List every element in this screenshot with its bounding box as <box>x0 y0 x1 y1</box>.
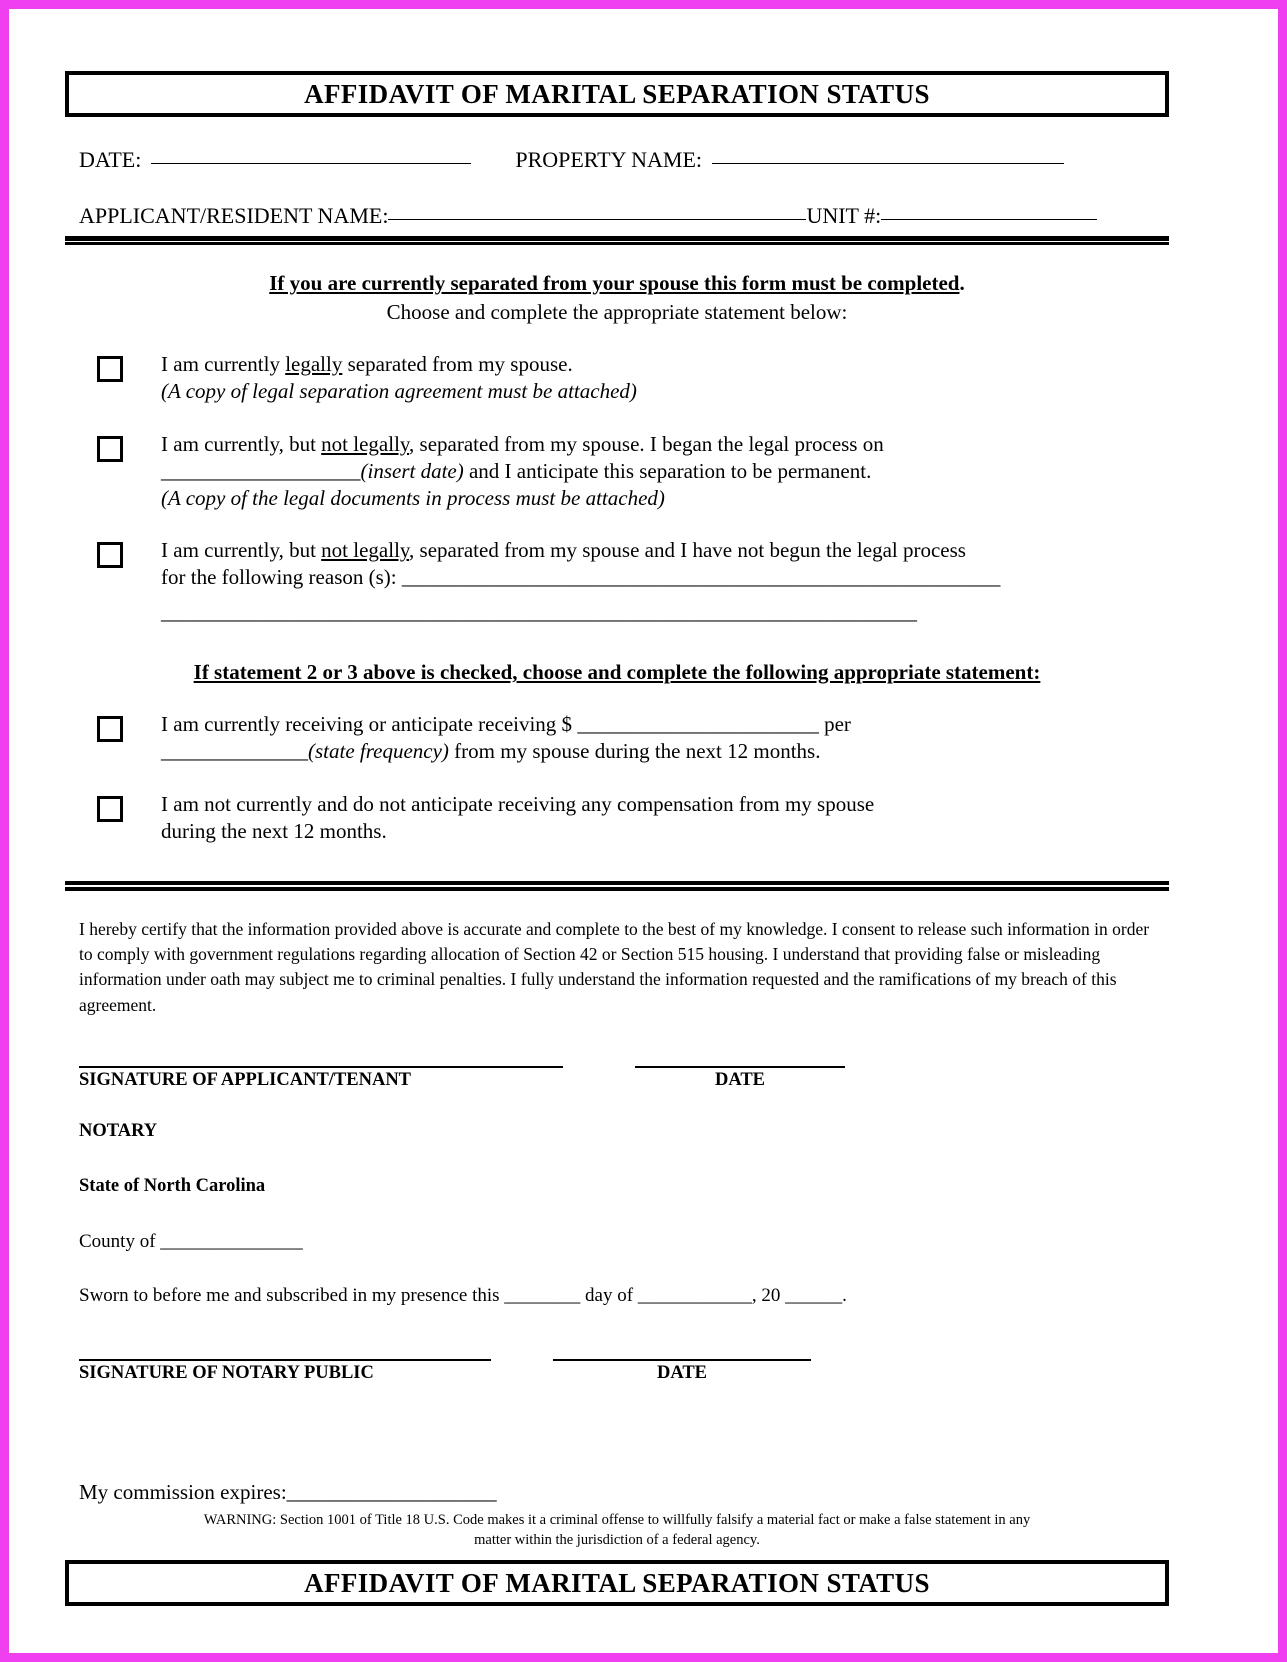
notary-sworn-c: , 20 <box>751 1285 786 1306</box>
applicant-date-label: DATE <box>714 1070 766 1090</box>
notary-county-row <box>65 1231 1169 1253</box>
notary-sworn-b: day of <box>580 1285 638 1306</box>
statement-3-line1-emphasis: not legally <box>321 538 410 563</box>
header-fields <box>65 147 1169 229</box>
notary-sworn-month-input[interactable]: ____________ <box>637 1285 752 1306</box>
date-label: DATE: <box>79 147 142 172</box>
statement-2-line-1 <box>161 431 1155 458</box>
divider-bottom <box>65 881 1169 891</box>
notary-commission-input[interactable]: ____________________ <box>286 1480 497 1504</box>
statement-2-checkbox[interactable] <box>97 436 123 462</box>
statement-3-reason-input-2[interactable]: ________________________________________________________________________ <box>161 600 917 625</box>
warning-line-2: matter within the jurisdiction of a federal agency. <box>474 1531 760 1548</box>
notary-sworn-a: Sworn to before me and subscribed in my presence this <box>79 1285 505 1306</box>
statement-2-text <box>161 431 1155 512</box>
warning-text <box>65 1511 1169 1550</box>
statement-4-line-1 <box>161 711 1155 738</box>
statement-4-row <box>79 711 1155 765</box>
applicant-signature-block <box>65 1066 1169 1091</box>
statement-3-line-3 <box>161 599 1155 626</box>
notary-sworn-day-input[interactable]: ________ <box>504 1285 581 1306</box>
statement-3-reason-input-1[interactable]: _________________________________________________________ <box>401 565 1001 590</box>
title-banner <box>65 71 1169 117</box>
notary-heading: NOTARY <box>79 1121 158 1141</box>
statement-3-line1-a: I am currently, but <box>161 538 322 563</box>
statement-5-line-1: I am not currently and do not anticipate receiving any compensation from my spouse <box>161 791 875 816</box>
statement-1-note: (A copy of legal separation agreement must be attached) <box>161 378 637 403</box>
document-sheet <box>65 71 1169 1598</box>
statement-3-line-2 <box>161 564 1155 591</box>
statement-2-line1-a: I am currently, but <box>161 431 322 456</box>
statement-1-text <box>161 351 1155 405</box>
statement-1-checkbox[interactable] <box>97 356 123 382</box>
footer-banner <box>65 1560 1169 1606</box>
statement-2-row <box>79 431 1155 512</box>
warning-line-1: WARNING: Section 1001 of Title 18 U.S. Code makes it a criminal offense to willfully falsify a material fact or make a false statement in any <box>203 1512 1031 1528</box>
statement-5-line-2: during the next 12 months. <box>161 818 387 843</box>
applicant-signature-input[interactable] <box>79 1066 563 1068</box>
applicant-name-label: APPLICANT/RESIDENT NAME: <box>79 203 389 228</box>
statement-3-line1-b: , separated from my spouse and I have not begun the legal process <box>409 538 966 563</box>
statement-3-line-1 <box>161 537 1155 564</box>
applicant-date-input[interactable] <box>635 1066 845 1068</box>
statement-4-frequency-hint: (state frequency) <box>308 738 449 763</box>
statement-3-reason-label: for the following reason (s): <box>161 565 402 590</box>
notary-county-input[interactable]: _______________ <box>160 1231 303 1252</box>
statement-2-date-input[interactable]: ___________________ <box>161 458 361 483</box>
applicant-signature-lines <box>79 1066 1155 1068</box>
header-row-date-property <box>79 147 1155 173</box>
unit-number-label: UNIT #: <box>806 203 882 228</box>
notary-state-line: State of North Carolina <box>79 1176 266 1196</box>
statement-2-line1-b: , separated from my spouse. I began the legal process on <box>409 431 884 456</box>
statement-1-line1-b: separated from my spouse. <box>342 352 573 376</box>
statement-4-text <box>161 711 1155 765</box>
statement-5-row <box>79 791 1155 845</box>
unit-number-input[interactable] <box>881 219 1097 220</box>
second-section-heading: If statement 2 or 3 above is checked, choose and complete the following appropriate statement: <box>193 660 1041 684</box>
notary-sworn-d: . <box>842 1285 847 1306</box>
statement-2-insert-date-hint: (insert date) <box>360 458 464 483</box>
notary-date-input[interactable] <box>553 1359 811 1361</box>
statement-3-checkbox[interactable] <box>97 542 123 568</box>
statement-3-row <box>79 537 1155 626</box>
notary-county-label: County of <box>79 1231 161 1252</box>
certification-paragraph: I hereby certify that the information provided above is accurate and complete to the best of my knowledge. I consent to release such information in order to comply with government regulations regarding allocation of Section 42 or Section 515 housing. I understand that providing false or misleading information under oath may subject me to criminal penalties. I fully understand the information requested and the ramifications of my breach of this agreement. <box>79 918 1150 1015</box>
intro-headline-underlined: If you are currently separated from your spouse this form must be completed <box>269 271 960 295</box>
notary-date-label: DATE <box>656 1363 708 1383</box>
property-name-input[interactable] <box>712 163 1064 164</box>
page-surface <box>9 9 1278 1653</box>
statement-5-text <box>161 791 1155 845</box>
statement-5-checkbox[interactable] <box>97 796 123 822</box>
intro-headline-period: . <box>959 271 965 295</box>
statement-4-amount-input[interactable]: _______________________ <box>577 712 819 736</box>
intro-subline: Choose and complete the appropriate statement below: <box>386 300 848 324</box>
statement-4-frequency-input[interactable]: ______________ <box>161 738 308 763</box>
statement-4-line1-a: I am currently receiving or anticipate receiving $ <box>161 712 578 736</box>
statement-1-row <box>79 351 1155 405</box>
statement-4-checkbox[interactable] <box>97 716 123 742</box>
notary-signature-labels <box>79 1363 1155 1384</box>
divider-top <box>65 236 1169 245</box>
date-input[interactable] <box>151 163 471 164</box>
statement-4-line2-b: from my spouse during the next 12 months. <box>448 738 821 763</box>
property-name-label: PROPERTY NAME: <box>515 147 703 172</box>
header-row-applicant-unit <box>79 203 1155 229</box>
statement-2-note: (A copy of the legal documents in process must be attached) <box>161 485 665 510</box>
notary-signature-block <box>65 1359 1169 1384</box>
statement-3-text <box>161 537 1155 626</box>
statement-1-line-1 <box>161 351 1155 378</box>
page-title: AFFIDAVIT OF MARITAL SEPARATION STATUS <box>304 78 930 109</box>
applicant-signature-labels <box>79 1070 1155 1091</box>
footer-title: AFFIDAVIT OF MARITAL SEPARATION STATUS <box>304 1567 930 1598</box>
applicant-signature-label: SIGNATURE OF APPLICANT/TENANT <box>79 1070 412 1090</box>
notary-signature-lines <box>79 1359 1155 1361</box>
statement-2-line1-emphasis: not legally <box>321 431 410 456</box>
intro-headline <box>79 271 1155 296</box>
applicant-name-input[interactable] <box>388 219 806 220</box>
statement-2-line2-b: and I anticipate this separation to be permanent. <box>463 458 872 483</box>
statement-1-line1-emphasis: legally <box>285 352 343 376</box>
notary-sworn-year-input[interactable]: ______ <box>785 1285 843 1306</box>
statement-4-line1-b: per <box>818 712 851 736</box>
statement-4-line-2 <box>161 738 1155 765</box>
notary-commission-label: My commission expires: <box>79 1480 287 1504</box>
statement-2-line-2 <box>161 458 1155 485</box>
notary-commission-row <box>65 1480 1169 1505</box>
body-area <box>65 271 1169 845</box>
notary-signature-label: SIGNATURE OF NOTARY PUBLIC <box>79 1363 374 1383</box>
notary-sworn-row <box>65 1285 1169 1307</box>
statement-1-line1-a: I am currently <box>161 352 286 376</box>
notary-signature-input[interactable] <box>79 1359 491 1361</box>
